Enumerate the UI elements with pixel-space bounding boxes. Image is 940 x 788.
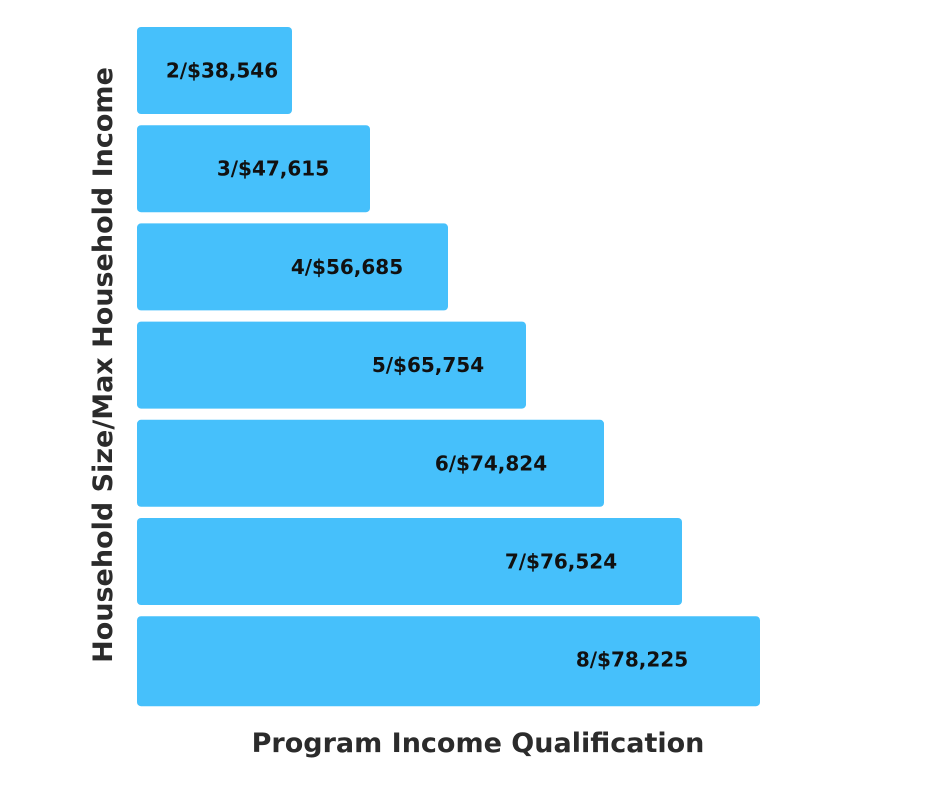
data-label-household-7: 7/$76,524 <box>504 549 618 574</box>
data-label-household-2: 2/$38,546 <box>165 58 279 83</box>
data-label-household-8: 8/$78,225 <box>575 647 689 672</box>
y-axis-title: Household Size/Max Household Income <box>88 67 119 663</box>
data-label-household-5: 5/$65,754 <box>371 353 485 378</box>
data-label-household-6: 6/$74,824 <box>434 451 548 476</box>
data-label-household-4: 4/$56,685 <box>290 254 404 279</box>
data-label-household-3: 3/$47,615 <box>216 156 330 181</box>
x-axis-title: Program Income Qualification <box>251 728 705 759</box>
